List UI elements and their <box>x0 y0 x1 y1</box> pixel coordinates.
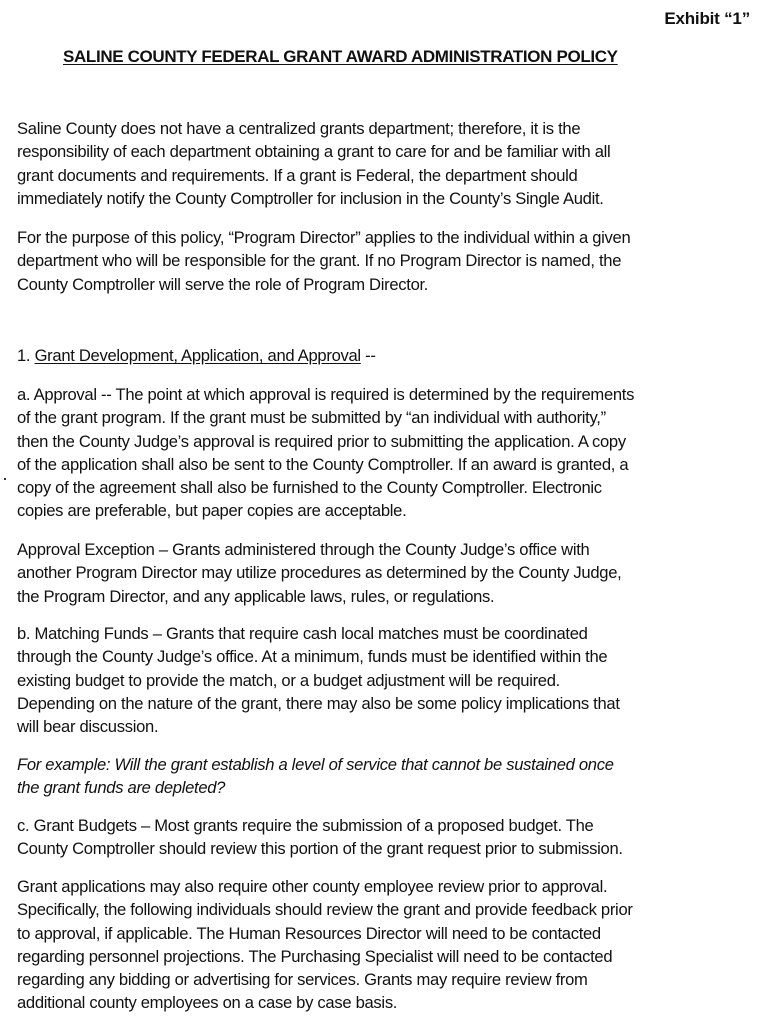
exhibit-label: Exhibit “1” <box>664 9 750 28</box>
text-line: immediately notify the County Comptroller for inclusion in the County’s Single Audit. <box>17 188 604 208</box>
section-heading-suffix: -- <box>360 346 376 365</box>
text-line: grant documents and requirements. If a grant is Federal, the department should <box>17 165 578 185</box>
text-line: copies are preferable, but paper copies are acceptable. <box>17 501 407 521</box>
section-1-heading <box>17 344 762 367</box>
text-line: regarding any bidding or advertising for services. Grants may require review from <box>17 970 588 990</box>
text-line: then the County Judge’s approval is required prior to submitting the application. A copy <box>17 431 626 451</box>
text-line: a. Approval -- The point at which approval is required is determined by the requirements <box>17 385 635 404</box>
text-line: County Comptroller should review this portion of the grant request prior to submission. <box>17 839 623 859</box>
matching-funds-paragraph <box>17 622 762 738</box>
text-line: additional county employees on a case by case basis. <box>17 993 398 1013</box>
intro-paragraph-1 <box>17 117 762 210</box>
text-line: Grant applications may also require other county employee review prior to approval. <box>17 877 608 896</box>
text-line: Specifically, the following individuals should review the grant and provide feedback prior <box>17 900 633 920</box>
text-line: another Program Director may utilize procedures as determined by the County Judge, <box>17 563 622 583</box>
text-line: Approval Exception – Grants administered through the County Judge’s office with <box>17 540 590 559</box>
text-line: to approval, if applicable. The Human Resources Director will need to be contacted <box>17 923 601 943</box>
policy-title: SALINE COUNTY FEDERAL GRANT AWARD ADMINISTRATION POLICY <box>63 47 618 66</box>
approval-exception-paragraph <box>17 538 762 608</box>
section-heading-text: Grant Development, Application, and Approval <box>34 346 361 365</box>
text-line: the Program Director, and any applicable laws, rules, or regulations. <box>17 586 495 606</box>
text-line: regarding personnel projections. The Purchasing Specialist will need to be contacted <box>17 946 613 966</box>
text-line: of the grant program. If the grant must be submitted by “an individual with authority,” <box>17 408 606 428</box>
example-paragraph <box>17 753 762 800</box>
text-line: Saline County does not have a centralized grants department; therefore, it is the <box>17 119 581 138</box>
text-line: For the purpose of this policy, “Program Director” applies to the individual within a given <box>17 228 631 247</box>
scan-speck <box>4 478 6 480</box>
text-line: will bear discussion. <box>17 717 159 737</box>
text-line: County Comptroller will serve the role of Program Director. <box>17 274 429 294</box>
grant-budgets-paragraph <box>17 814 762 861</box>
section-number: 1. <box>17 346 35 365</box>
text-line: c. Grant Budgets – Most grants require the submission of a proposed budget. The <box>17 816 594 835</box>
text-line: of the application shall also be sent to the County Comptroller. If an award is granted, a <box>17 454 629 474</box>
text-line: copy of the agreement shall also be furnished to the County Comptroller. Electronic <box>17 478 602 498</box>
text-line: existing budget to provide the match, or a budget adjustment will be required. <box>17 670 560 690</box>
other-review-paragraph <box>17 875 762 1015</box>
approval-paragraph <box>17 383 762 523</box>
text-line: Depending on the nature of the grant, there may also be some policy implications that <box>17 693 620 713</box>
intro-paragraph-2 <box>17 226 762 296</box>
text-line: department who will be responsible for the grant. If no Program Director is named, the <box>17 251 622 271</box>
text-line: the grant funds are depleted? <box>17 778 226 798</box>
text-line: through the County Judge’s office. At a minimum, funds must be identified within the <box>17 647 608 667</box>
text-line: For example: Will the grant establish a level of service that cannot be sustained once <box>17 755 614 774</box>
text-line: b. Matching Funds – Grants that require cash local matches must be coordinated <box>17 624 588 643</box>
text-line: responsibility of each department obtaining a grant to care for and be familiar with all <box>17 142 611 162</box>
